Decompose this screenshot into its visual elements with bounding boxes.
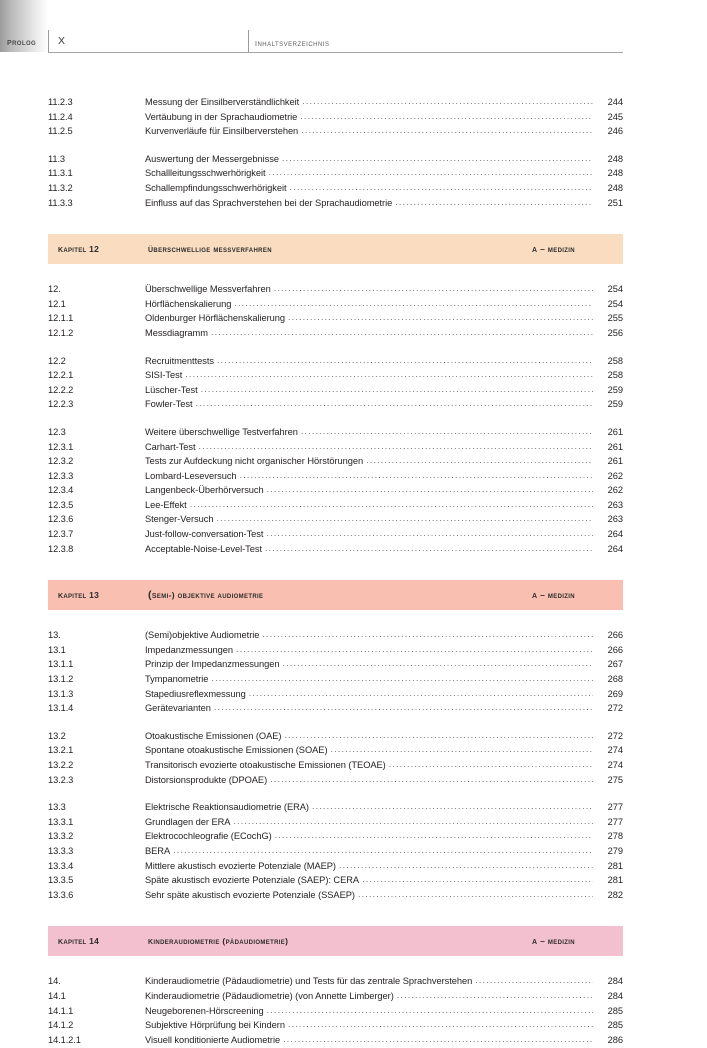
dot-leader <box>173 845 593 854</box>
toc-entry-label: Otoakustische Emissionen (OAE) <box>145 730 282 741</box>
toc-entry-page-number: 246 <box>607 126 623 137</box>
dot-leader <box>366 455 593 464</box>
dot-leader <box>339 860 593 869</box>
toc-entry-page-number: 275 <box>607 774 623 785</box>
toc-entry-page-number: 284 <box>607 976 623 987</box>
running-header <box>0 0 707 56</box>
toc-entry-label: Lombard-Leseversuch <box>145 470 237 481</box>
banner-spacer-top <box>48 211 623 234</box>
toc-entry-label: Spontane otoakustische Emissionen (SOAE) <box>145 745 328 756</box>
toc-entry-number: 13.2.3 <box>48 774 74 785</box>
toc-entry-page-number: 274 <box>607 760 623 770</box>
toc-entry-label: Tympanometrie <box>145 674 209 685</box>
toc-entry-label: Subjektive Hörprüfung bei Kindern <box>145 1020 285 1031</box>
dot-leader <box>234 298 593 307</box>
banner-spacer-top <box>48 903 623 926</box>
toc-entry-number: 11.3.3 <box>48 197 73 208</box>
toc-entry-page-number: 274 <box>607 745 623 756</box>
toc-entry-number: 11.3.2 <box>48 182 73 193</box>
toc-entry-page-number: 248 <box>607 168 623 179</box>
toc-entry-page-number: 266 <box>607 630 623 641</box>
toc-entry-label: Messung der Einsilberverständlichkeit <box>145 97 300 107</box>
toc-entry-label: Lee-Effekt <box>145 499 187 510</box>
dot-leader <box>395 197 593 206</box>
toc-entry[interactable] <box>48 528 623 543</box>
toc-entry-label: Schallempfindungsschwerhörigkeit <box>145 182 287 193</box>
dot-leader <box>302 96 593 105</box>
toc-entry-page-number: 248 <box>607 153 623 164</box>
dot-leader <box>358 889 593 898</box>
toc-entry-number: 13.1 <box>48 644 66 655</box>
toc-entry[interactable] <box>48 167 623 182</box>
toc-entry-label: Vertäubung in der Sprachaudiometrie <box>145 111 298 122</box>
toc-entry-page-number: 256 <box>607 327 623 338</box>
toc-entry-number: 12.3.6 <box>48 514 74 525</box>
toc-entry-number: 12.3.4 <box>48 485 74 496</box>
toc-entry-number: 12.2.1 <box>48 370 74 381</box>
toc-entry-label: Recruitmenttests <box>145 355 214 366</box>
toc-entry-page-number: 254 <box>607 298 623 309</box>
dot-leader <box>190 499 593 508</box>
toc-entry[interactable] <box>48 484 623 499</box>
toc-entry-label: Impedanzmessungen <box>145 644 234 655</box>
toc-entry-number: 11.2.3 <box>48 97 73 107</box>
toc-group <box>48 801 623 903</box>
toc-entry-number: 13.3 <box>48 802 66 813</box>
toc-entry-page-number: 281 <box>607 860 623 871</box>
toc-entry-page-number: 263 <box>607 514 623 525</box>
toc-entry-number: 13.3.1 <box>48 816 74 827</box>
toc-entry[interactable] <box>48 860 623 875</box>
toc-entry[interactable] <box>48 283 623 298</box>
toc-entry-label: BERA <box>145 845 171 856</box>
toc-entry-number: 13.3.3 <box>48 845 74 856</box>
dot-leader <box>275 830 593 839</box>
chapter-banner-part: a – medizin <box>531 935 575 948</box>
toc-entry[interactable] <box>48 369 623 384</box>
page-folio: X <box>58 35 66 47</box>
toc-entry-number: 11.3.1 <box>48 168 73 179</box>
toc-entry-label: Sehr späte akustisch evozierte Potenziale (SSAEP) <box>145 889 355 900</box>
toc-entry-number: 11.3 <box>48 153 66 164</box>
dot-leader <box>270 774 593 783</box>
toc-entry-number: 14.1.2.1 <box>48 1034 81 1045</box>
toc-entry-page-number: 261 <box>607 456 623 467</box>
toc-entry-number: 12. <box>48 284 61 295</box>
toc-group <box>48 629 623 717</box>
toc-entry[interactable] <box>48 1034 623 1048</box>
chapter-banner-title: überschwellige messverfahren <box>148 243 272 256</box>
dot-leader <box>199 441 593 450</box>
toc-entry[interactable] <box>48 384 623 399</box>
dot-leader <box>217 513 594 522</box>
toc-group <box>48 96 623 140</box>
toc-entry-label: Elektrische Reaktionsaudiometrie (ERA) <box>145 802 309 813</box>
toc-entry-label: Überschwellige Messverfahren <box>145 284 271 295</box>
table-of-contents <box>48 96 623 1048</box>
toc-entry[interactable] <box>48 426 623 441</box>
toc-entry-number: 13.2.2 <box>48 760 74 770</box>
chapter-banner <box>48 926 623 956</box>
toc-entry[interactable] <box>48 470 623 485</box>
toc-entry-number: 13.1.3 <box>48 688 74 699</box>
toc-entry-page-number: 264 <box>607 529 623 540</box>
toc-entry[interactable] <box>48 874 623 889</box>
toc-entry[interactable] <box>48 889 623 904</box>
banner-spacer-bottom <box>48 956 623 975</box>
toc-entry[interactable] <box>48 845 623 860</box>
toc-entry-label: Fowler-Test <box>145 399 193 410</box>
toc-entry-page-number: 264 <box>607 543 623 554</box>
dot-leader <box>397 990 593 999</box>
chapter-banner <box>48 580 623 610</box>
toc-entry[interactable] <box>48 398 623 413</box>
toc-entry-number: 13.3.2 <box>48 831 74 842</box>
toc-entry[interactable] <box>48 513 623 528</box>
toc-entry-number: 13.3.5 <box>48 875 74 886</box>
toc-entry-number: 12.1.1 <box>48 313 74 324</box>
toc-entry-label: Späte akustisch evozierte Potenziale (SAEP): CERA <box>145 875 360 886</box>
toc-entry-label: Transitorisch evozierte otoakustische Emissionen (TEOAE) <box>145 760 386 770</box>
toc-entry[interactable] <box>48 96 623 111</box>
toc-entry-number: 14.1.1 <box>48 1005 74 1016</box>
dot-leader <box>283 1034 593 1043</box>
dot-leader <box>331 744 594 753</box>
toc-entry-number: 12.1 <box>48 298 66 309</box>
toc-entry[interactable] <box>48 197 623 212</box>
toc-entry-number: 12.3.8 <box>48 543 74 554</box>
toc-entry-label: Kinderaudiometrie (Pädaudiometrie) und Tests für das zentrale Sprachverstehen <box>145 976 473 987</box>
toc-entry-label: Messdiagramm <box>145 327 208 338</box>
dot-leader <box>249 688 593 697</box>
toc-entry-number: 11.2.4 <box>48 111 73 122</box>
toc-entry-page-number: 258 <box>607 355 623 366</box>
chapter-banner-kapitel: kapitel 14 <box>58 935 100 948</box>
toc-entry-page-number: 262 <box>607 470 623 481</box>
group-spacer <box>48 717 623 730</box>
toc-entry[interactable] <box>48 801 623 816</box>
toc-entry[interactable] <box>48 774 623 789</box>
toc-entry-page-number: 277 <box>607 816 623 827</box>
toc-entry-number: 13.3.4 <box>48 860 74 871</box>
dot-leader <box>389 759 593 768</box>
toc-entry[interactable] <box>48 543 623 558</box>
dot-leader <box>269 167 593 176</box>
dot-leader <box>282 153 593 162</box>
toc-entry-label: Stapediusreflexmessung <box>145 688 246 699</box>
toc-entry-number: 13.3.6 <box>48 889 74 900</box>
dot-leader <box>312 801 593 810</box>
toc-entry-page-number: 285 <box>607 1020 623 1031</box>
dot-leader <box>266 528 593 537</box>
dot-leader <box>282 658 593 667</box>
toc-entry-number: 12.3.5 <box>48 499 74 510</box>
toc-entry-page-number: 272 <box>607 703 623 714</box>
header-tab-label: prolog <box>7 36 37 48</box>
toc-entry-number: 12.2.2 <box>48 384 74 395</box>
toc-entry-number: 14.1 <box>48 990 66 1001</box>
dot-leader <box>217 355 593 364</box>
banner-spacer-top <box>48 557 623 580</box>
chapter-banner-title: (semi-) objektive audiometrie <box>148 589 264 602</box>
dot-leader <box>301 125 593 134</box>
toc-entry-page-number: 259 <box>607 384 623 395</box>
toc-entry[interactable] <box>48 441 623 456</box>
dot-leader <box>211 327 593 336</box>
chapter-banner <box>48 234 623 264</box>
toc-group <box>48 975 623 1048</box>
toc-entry[interactable] <box>48 702 623 717</box>
group-spacer <box>48 413 623 426</box>
dot-leader <box>236 644 593 653</box>
toc-entry-page-number: 262 <box>607 485 623 496</box>
dot-leader <box>475 975 593 984</box>
chapter-banner-part: a – medizin <box>531 589 575 602</box>
dot-leader <box>240 470 593 479</box>
toc-entry-page-number: 269 <box>607 688 623 699</box>
toc-entry-page-number: 244 <box>607 97 623 107</box>
dot-leader <box>274 283 593 292</box>
dot-leader <box>233 816 593 825</box>
dot-leader <box>362 874 593 883</box>
dot-leader <box>196 398 594 407</box>
toc-entry-page-number: 245 <box>607 111 623 122</box>
toc-entry-page-number: 286 <box>607 1034 623 1045</box>
toc-entry-label: Schallleitungsschwerhörigkeit <box>145 168 266 179</box>
toc-entry[interactable] <box>48 455 623 470</box>
toc-entry-label: Visuell konditionierte Audiometrie <box>145 1034 281 1045</box>
toc-entry-page-number: 255 <box>607 313 623 324</box>
toc-entry[interactable] <box>48 125 623 140</box>
toc-entry-label: Carhart-Test <box>145 441 196 452</box>
toc-entry[interactable] <box>48 355 623 370</box>
toc-entry-page-number: 281 <box>607 875 623 886</box>
toc-entry-label: Oldenburger Hörflächenskalierung <box>145 313 286 324</box>
toc-entry-page-number: 258 <box>607 370 623 381</box>
toc-group <box>48 355 623 413</box>
toc-entry-label: Gerätevarianten <box>145 703 211 714</box>
toc-entry-label: Auswertung der Messergebnisse <box>145 153 279 164</box>
toc-entry-number: 12.3 <box>48 426 66 437</box>
toc-entry-label: Acceptable-Noise-Level-Test <box>145 543 262 554</box>
toc-entry-number: 11.2.5 <box>48 126 73 137</box>
toc-entry-label: Einfluss auf das Sprachverstehen bei der Sprachaudiometrie <box>145 197 393 208</box>
toc-entry-page-number: 254 <box>607 284 623 295</box>
chapter-banner-kapitel: kapitel 12 <box>58 243 100 256</box>
toc-entry[interactable] <box>48 1005 623 1020</box>
header-divider-left <box>48 30 49 52</box>
toc-entry-page-number: 277 <box>607 802 623 813</box>
toc-entry[interactable] <box>48 688 623 703</box>
toc-entry-label: Kurvenverläufe für Einsilberverstehen <box>145 126 299 137</box>
toc-entry-number: 12.2 <box>48 355 66 366</box>
toc-entry-label: Neugeborenen-Hörscreening <box>145 1005 264 1016</box>
toc-entry-label: Mittlere akustisch evozierte Potenziale (MAEP) <box>145 860 336 871</box>
toc-entry-number: 13.1.4 <box>48 703 74 714</box>
toc-entry-number: 12.3.3 <box>48 470 74 481</box>
dot-leader <box>284 730 593 739</box>
toc-entry-page-number: 261 <box>607 426 623 437</box>
header-rule <box>48 52 623 53</box>
dot-leader <box>265 543 593 552</box>
group-spacer <box>48 342 623 355</box>
toc-entry[interactable] <box>48 759 623 774</box>
toc-entry-page-number: 261 <box>607 441 623 452</box>
toc-entry-page-number: 278 <box>607 831 623 842</box>
dot-leader <box>300 111 593 120</box>
toc-entry[interactable] <box>48 1019 623 1034</box>
header-divider-right <box>248 30 249 52</box>
toc-entry-page-number: 284 <box>607 990 623 1001</box>
dot-leader <box>267 1005 593 1014</box>
toc-entry-label: Kinderaudiometrie (Pädaudiometrie) (von Annette Limberger) <box>145 990 394 1001</box>
toc-entry-page-number: 282 <box>607 889 623 900</box>
banner-spacer-bottom <box>48 610 623 629</box>
dot-leader <box>288 1019 593 1028</box>
toc-entry-label: Lüscher-Test <box>145 384 198 395</box>
toc-entry-number: 14. <box>48 976 61 987</box>
toc-entry-page-number: 263 <box>607 499 623 510</box>
toc-entry-number: 12.3.7 <box>48 529 74 540</box>
toc-entry-number: 13.1.1 <box>48 659 74 670</box>
toc-entry[interactable] <box>48 644 623 659</box>
toc-entry-number: 12.3.2 <box>48 456 74 467</box>
toc-entry-number: 12.1.2 <box>48 327 74 338</box>
toc-group <box>48 153 623 211</box>
toc-entry[interactable] <box>48 327 623 342</box>
toc-entry-label: Hörflächenskalierung <box>145 298 232 309</box>
dot-leader <box>301 426 593 435</box>
toc-entry[interactable] <box>48 629 623 644</box>
toc-entry-number: 13.1.2 <box>48 674 74 685</box>
toc-entry-number: 13. <box>48 630 61 641</box>
toc-entry-label: Weitere überschwellige Testverfahren <box>145 426 298 437</box>
dot-leader <box>290 182 593 191</box>
dot-leader <box>185 369 593 378</box>
toc-entry-page-number: 267 <box>607 659 623 670</box>
toc-group <box>48 730 623 788</box>
dot-leader <box>201 384 593 393</box>
toc-entry[interactable] <box>48 816 623 831</box>
toc-entry-label: SISI-Test <box>145 370 183 381</box>
toc-entry-label: Just-follow-conversation-Test <box>145 529 264 540</box>
toc-entry-number: 12.3.1 <box>48 441 74 452</box>
toc-entry-number: 14.1.2 <box>48 1020 74 1031</box>
toc-entry-page-number: 285 <box>607 1005 623 1016</box>
toc-entry-page-number: 272 <box>607 730 623 741</box>
toc-entry-label: Distorsionsprodukte (DPOAE) <box>145 774 268 785</box>
toc-group <box>48 283 623 341</box>
toc-entry-page-number: 248 <box>607 182 623 193</box>
group-spacer <box>48 140 623 153</box>
dot-leader <box>288 312 593 321</box>
toc-entry-page-number: 268 <box>607 674 623 685</box>
toc-entry[interactable] <box>48 153 623 168</box>
toc-entry[interactable] <box>48 182 623 197</box>
toc-entry[interactable] <box>48 312 623 327</box>
toc-entry-number: 13.2.1 <box>48 745 74 756</box>
toc-entry-number: 12.2.3 <box>48 399 74 410</box>
toc-entry-page-number: 259 <box>607 399 623 410</box>
toc-entry-page-number: 251 <box>607 197 623 208</box>
toc-entry[interactable] <box>48 990 623 1005</box>
page-title: inhaltsverzeichnis <box>255 37 330 49</box>
toc-entry-label: Stenger-Versuch <box>145 514 214 525</box>
toc-entry-number: 13.2 <box>48 730 66 741</box>
group-spacer <box>48 788 623 801</box>
toc-entry[interactable] <box>48 830 623 845</box>
toc-entry[interactable] <box>48 658 623 673</box>
toc-entry-label: Tests zur Aufdeckung nicht organischer Hörstörungen <box>145 456 364 467</box>
toc-group <box>48 426 623 557</box>
toc-entry[interactable] <box>48 744 623 759</box>
toc-entry[interactable] <box>48 673 623 688</box>
toc-entry[interactable] <box>48 298 623 313</box>
dot-leader <box>214 702 593 711</box>
toc-entry-page-number: 279 <box>607 845 623 856</box>
banner-spacer-bottom <box>48 264 623 283</box>
toc-entry-label: Langenbeck-Überhörversuch <box>145 485 264 496</box>
toc-entry[interactable] <box>48 499 623 514</box>
toc-entry-label: (Semi)objektive Audiometrie <box>145 630 260 641</box>
toc-entry-label: Elektrocochleografie (ECochG) <box>145 831 272 842</box>
toc-entry-label: Prinzip der Impedanzmessungen <box>145 659 280 670</box>
dot-leader <box>211 673 593 682</box>
toc-entry[interactable] <box>48 111 623 126</box>
dot-leader <box>267 484 593 493</box>
chapter-banner-title: kinderaudiometrie (pädaudiometrie) <box>148 935 289 948</box>
dot-leader <box>262 629 593 638</box>
toc-entry-label: Grundlagen der ERA <box>145 816 231 827</box>
toc-entry-page-number: 266 <box>607 644 623 655</box>
toc-entry[interactable] <box>48 730 623 745</box>
chapter-banner-kapitel: kapitel 13 <box>58 589 100 602</box>
chapter-banner-part: a – medizin <box>531 243 575 256</box>
toc-entry[interactable] <box>48 975 623 990</box>
